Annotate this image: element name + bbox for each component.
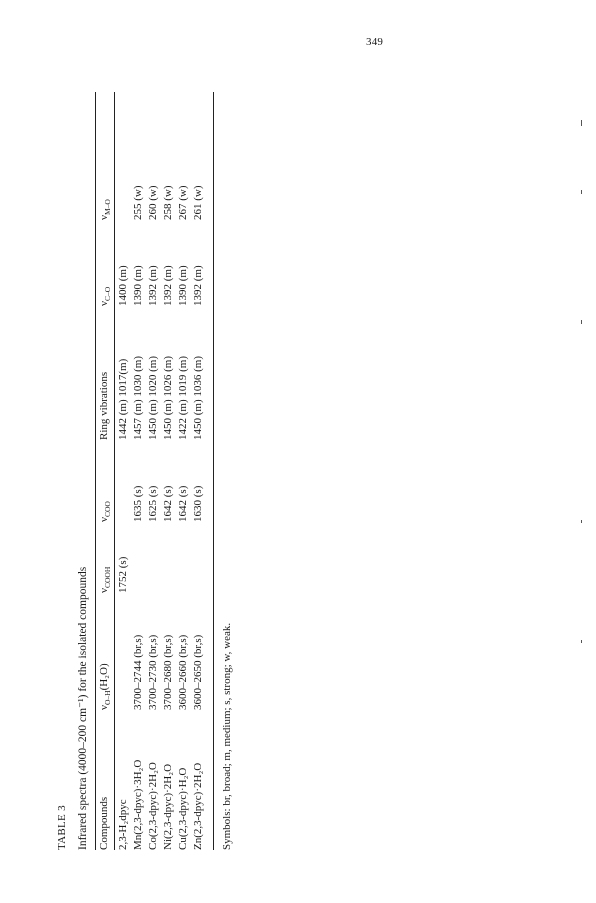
cell-v-co: 1400 (m): [117, 265, 129, 306]
cell-v-coo: 1635 (s): [132, 485, 144, 522]
cell-ring: 1422 (m) 1019 (m): [177, 355, 189, 440]
cell-compound: 2,3-H₂dpyc: [117, 799, 129, 850]
cell-v-coo: 1642 (s): [177, 485, 189, 522]
table-bottom-rule: [213, 92, 214, 850]
table-title: Infrared spectra (4000–200 cm⁻¹) for the isolated compounds: [77, 566, 89, 850]
cell-v-mo: 255 (w): [132, 185, 144, 220]
cell-v-mo: 267 (w): [177, 185, 189, 220]
cell-v-mo: 260 (w): [147, 185, 159, 220]
cell-v-mo: 261 (w): [192, 185, 204, 220]
cell-compound: Co(2,3-dpyc)·2H₂O: [147, 762, 159, 850]
scan-speck: [581, 120, 582, 126]
cell-v-coo: 1630 (s): [192, 485, 204, 522]
header-ring-vibrations: Ring vibrations: [98, 371, 110, 440]
cell-ring: 1457 (m) 1030 (m): [132, 355, 144, 440]
scan-speck: [581, 190, 582, 194]
header-compounds: Compounds: [98, 796, 110, 850]
cell-v-coo: 1642 (s): [162, 485, 174, 522]
cell-v-co: 1390 (m): [177, 265, 189, 306]
scan-speck: [581, 520, 582, 523]
cell-ring: 1450 (m) 1026 (m): [162, 355, 174, 440]
cell-v-oh: 3700–2680 (br,s): [162, 634, 174, 710]
cell-v-coo: 1625 (s): [147, 485, 159, 522]
cell-ring: 1450 (m) 1020 (m): [147, 355, 159, 440]
rotated-table-block: [56, 60, 246, 850]
cell-v-co: 1390 (m): [132, 265, 144, 306]
header-v-cooh: $\nu_{COOH}$: [98, 566, 113, 593]
cell-v-mo: 258 (w): [162, 185, 174, 220]
cell-ring: 1450 (m) 1036 (m): [192, 355, 204, 440]
table-header-rule: [114, 92, 115, 850]
cell-compound: Zn(2,3-dpyc)·2H₂O: [192, 762, 204, 850]
cell-v-co: 1392 (m): [147, 265, 159, 306]
cell-v-oh: 3700–2730 (br,s): [147, 634, 159, 710]
header-v-mo: $\nu_{M-O}$: [98, 199, 113, 220]
cell-ring: 1442 (m) 1017(m): [117, 358, 129, 440]
cell-v-oh: 3600–2650 (br,s): [192, 634, 204, 710]
table-footnote: Symbols: br, broad; m, medium; s, strong; w, weak.: [221, 622, 233, 850]
cell-compound: Ni(2,3-dpyc)·2H₂O: [162, 763, 174, 850]
cell-v-oh: 3700–2744 (br,s): [132, 634, 144, 710]
cell-v-oh: 3600–2660 (br,s): [177, 634, 189, 710]
header-v-oh: $\nu_{O-H}(H_2O)$: [98, 663, 113, 710]
header-v-co: $\nu_{C-O}$: [98, 286, 113, 306]
cell-v-cooh: 1752 (s): [117, 556, 129, 593]
scan-speck: [581, 640, 582, 643]
header-v-coo: $\nu_{COO}$: [98, 501, 113, 522]
table-top-rule: [95, 92, 96, 850]
scan-speck: [581, 320, 582, 324]
cell-v-co: 1392 (m): [192, 265, 204, 306]
page-number: 349: [366, 36, 384, 48]
cell-compound: Mn(2,3-dpyc)·3H₂O: [132, 759, 144, 850]
cell-compound: Cu(2,3-dpyc)·H₂O: [177, 767, 189, 850]
table-label: TABLE 3: [56, 805, 68, 850]
cell-v-co: 1392 (m): [162, 265, 174, 306]
